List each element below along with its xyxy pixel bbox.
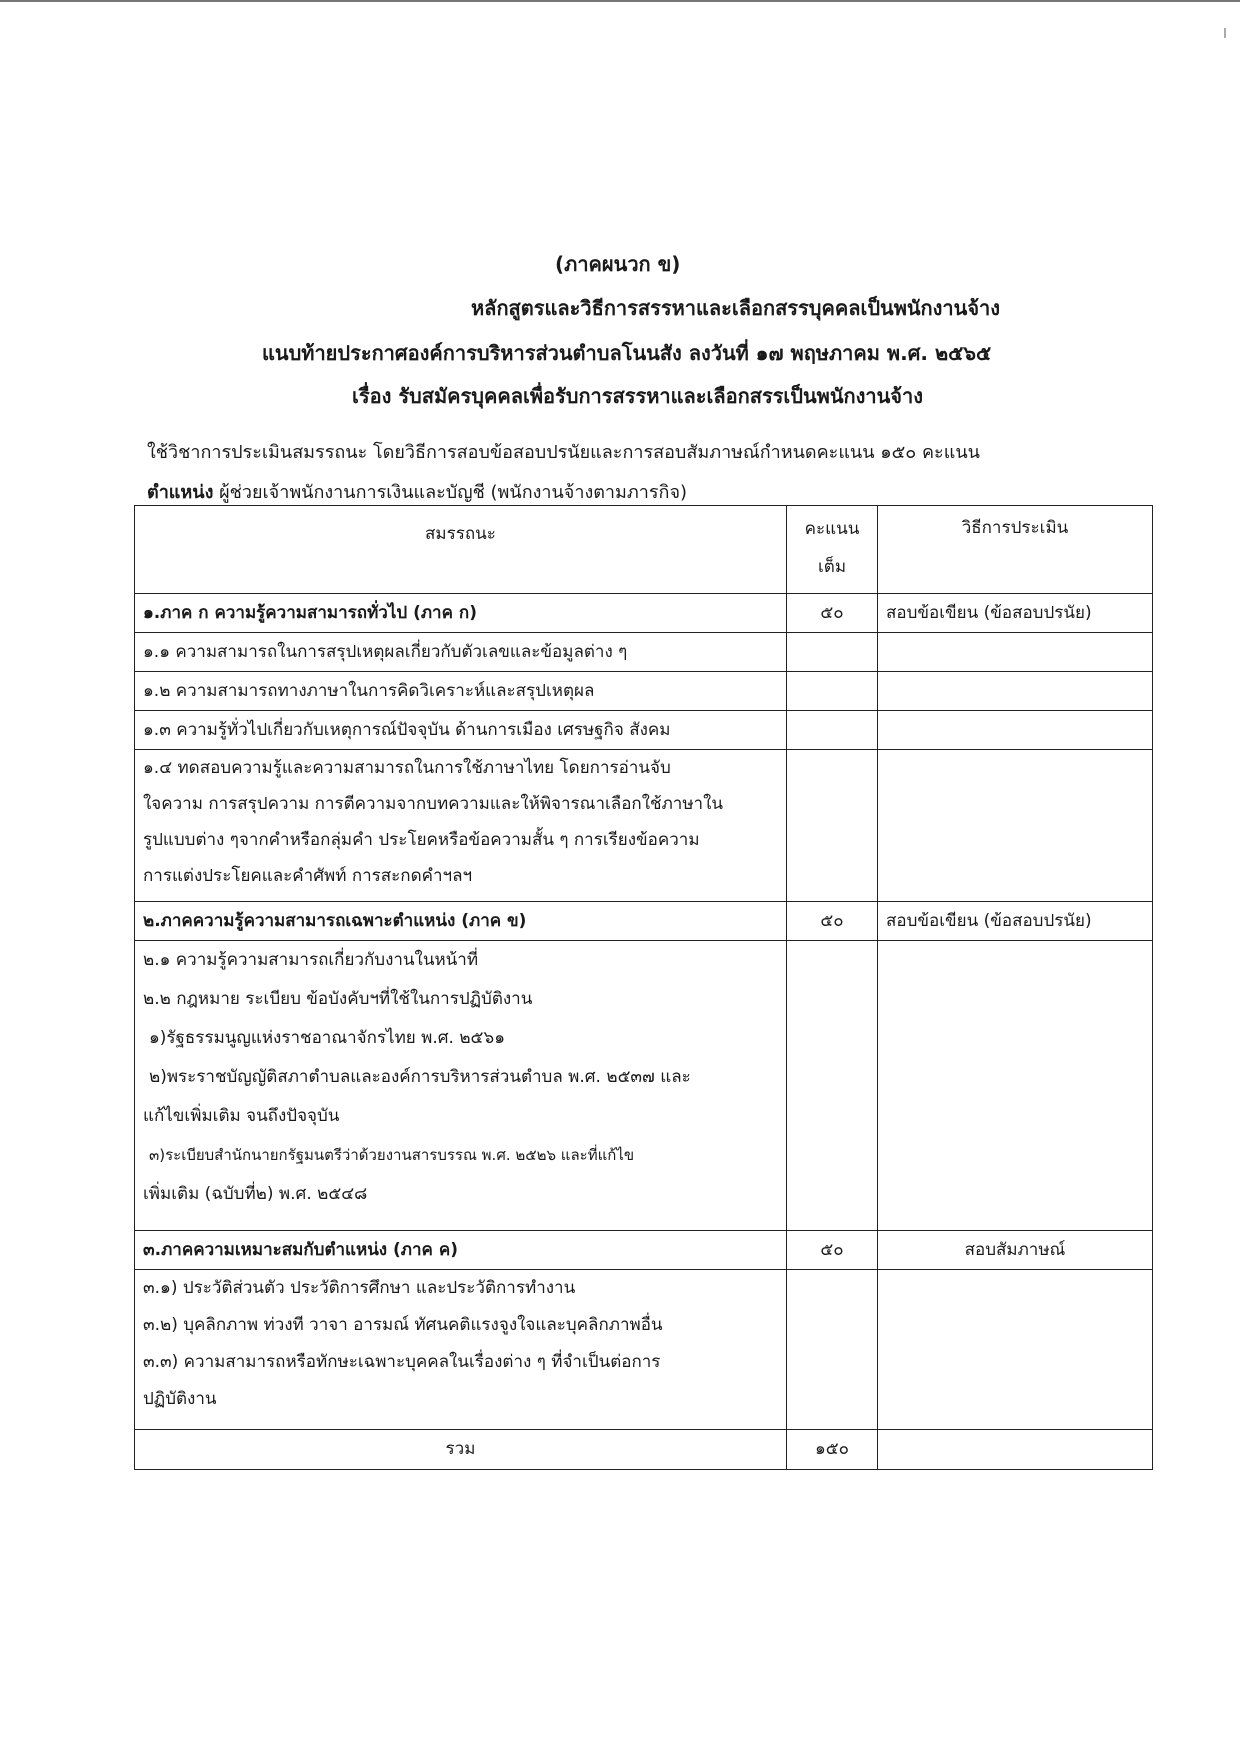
scan-mark (1224, 28, 1226, 38)
table-row (135, 711, 1153, 750)
section-2-title: ๒.ภาคความรู้ความสามารถเฉพาะตำแหน่ง (ภาค ข) (135, 902, 787, 941)
section-1-title: ๑.ภาค ก ความรู้ความสามารถทั่วไป (ภาค ก) (135, 594, 787, 633)
title-line-1: หลักสูตรและวิธีการสรรหาและเลือกสรรบุคคลเป็นพนักงานจ้าง (471, 296, 1001, 320)
appendix-label: (ภาคผนวก ข) (555, 252, 681, 276)
header-score-line1: คะแนน (804, 519, 860, 539)
title-line-3: เรื่อง รับสมัครบุคคลเพื่อรับการสรรหาและเลือกสรรเป็นพนักงานจ้าง (352, 384, 923, 408)
section-3-line: ๓.๓) ความสามารถหรือทักษะเฉพาะบุคคลในเรื่องต่าง ๆ ที่จำเป็นต่อการ (143, 1352, 661, 1372)
header-score-line2: เต็ม (817, 557, 847, 577)
table-row (135, 750, 1153, 902)
competency-table (134, 505, 1153, 1470)
table-row (135, 672, 1153, 711)
section-2-line: ๑)รัฐธรรมนูญแห่งราชอาณาจักรไทย พ.ศ. ๒๕๖๑ (149, 1028, 506, 1048)
section-1-score: ๕๐ (787, 594, 878, 633)
section-2-score: ๕๐ (787, 902, 878, 941)
section-2-line: เพิ่มเติม (ฉบับที่๒) พ.ศ. ๒๕๔๘ (143, 1184, 368, 1204)
position-value: ผู้ช่วยเจ้าพนักงานการเงินและบัญชี (พนักงานจ้างตามภารกิจ) (219, 482, 688, 503)
header-score (787, 506, 878, 594)
item-1-4 (135, 750, 787, 902)
section-2-details (135, 941, 787, 1231)
table-row (135, 1270, 1153, 1430)
section-2-line: ๒.๒ กฎหมาย ระเบียบ ข้อบังคับฯที่ใช้ในการปฏิบัติงาน (143, 989, 533, 1009)
item-1-4-line: การแต่งประโยคและคำศัพท์ การสะกดคำฯลฯ (143, 866, 473, 886)
section-3-score: ๕๐ (787, 1231, 878, 1270)
section-2-method: สอบข้อเขียน (ข้อสอบปรนัย) (878, 902, 1153, 941)
total-score: ๑๕๐ (787, 1430, 878, 1470)
section-row (135, 902, 1153, 941)
intro-text: ใช้วิชาการประเมินสมรรถนะ โดยวิธีการสอบข้อสอบปรนัยและการสอบสัมภาษณ์กำหนดคะแนน ๑๕๐ คะแนน (147, 442, 980, 463)
position-label: ตำแหน่ง (147, 482, 214, 503)
item-1-4-line: ใจความ การสรุปความ การตีความจากบทความและให้พิจารณาเลือกใช้ภาษาใน (143, 794, 723, 814)
section-3-title: ๓.ภาคความเหมาะสมกับตำแหน่ง (ภาค ค) (135, 1231, 787, 1270)
item-1-3: ๑.๓ ความรู้ทั่วไปเกี่ยวกับเหตุการณ์ปัจจุบัน ด้านการเมือง เศรษฐกิจ สังคม (135, 711, 787, 750)
table-row (135, 633, 1153, 672)
item-1-4-line: ๑.๔ ทดสอบความรู้และความสามารถในการใช้ภาษาไทย โดยการอ่านจับ (143, 758, 671, 778)
table-row (135, 941, 1153, 1231)
section-2-line: ๒)พระราชบัญญัติสภาตำบลและองค์การบริหารส่วนตำบล พ.ศ. ๒๕๓๗ และ (149, 1067, 691, 1087)
section-2-line: ๓)ระเบียบสำนักนายกรัฐมนตรีว่าด้วยงานสารบรรณ พ.ศ. ๒๕๒๖ และที่แก้ไข (149, 1146, 635, 1164)
section-1-method: สอบข้อเขียน (ข้อสอบปรนัย) (878, 594, 1153, 633)
header-competency: สมรรถนะ (135, 506, 787, 594)
item-1-1: ๑.๑ ความสามารถในการสรุปเหตุผลเกี่ยวกับตัวเลขและข้อมูลต่าง ๆ (135, 633, 787, 672)
section-3-details (135, 1270, 787, 1430)
section-3-line: ๓.๒) บุคลิกภาพ ท่วงที วาจา อารมณ์ ทัศนคติแรงจูงใจและบุคลิกภาพอื่น (143, 1315, 663, 1335)
section-3-line: ๓.๑) ประวัติส่วนตัว ประวัติการศึกษา และประวัติการทำงาน (143, 1278, 576, 1298)
section-row (135, 594, 1153, 633)
title-line-2: แนบท้ายประกาศองค์การบริหารส่วนตำบลโนนสัง ลงวันที่ ๑๗ พฤษภาคม พ.ศ. ๒๕๖๕ (262, 341, 992, 365)
total-row (135, 1430, 1153, 1470)
table-header-row (135, 506, 1153, 594)
header-method: วิธีการประเมิน (878, 506, 1153, 594)
item-1-4-line: รูปแบบต่าง ๆจากคำหรือกลุ่มคำ ประโยคหรือข้อความสั้น ๆ การเรียงข้อความ (143, 830, 700, 850)
section-3-line: ปฏิบัติงาน (143, 1389, 217, 1409)
position-line (147, 477, 687, 506)
section-row (135, 1231, 1153, 1270)
section-2-line: แก้ไขเพิ่มเติม จนถึงปัจจุบัน (143, 1106, 340, 1126)
section-2-line: ๒.๑ ความรู้ความสามารถเกี่ยวกับงานในหน้าที่ (143, 950, 479, 970)
total-label: รวม (135, 1430, 787, 1470)
item-1-2: ๑.๒ ความสามารถทางภาษาในการคิดวิเคราะห์และสรุปเหตุผล (135, 672, 787, 711)
scan-top-border (0, 0, 1240, 2)
section-3-method: สอบสัมภาษณ์ (878, 1231, 1153, 1270)
